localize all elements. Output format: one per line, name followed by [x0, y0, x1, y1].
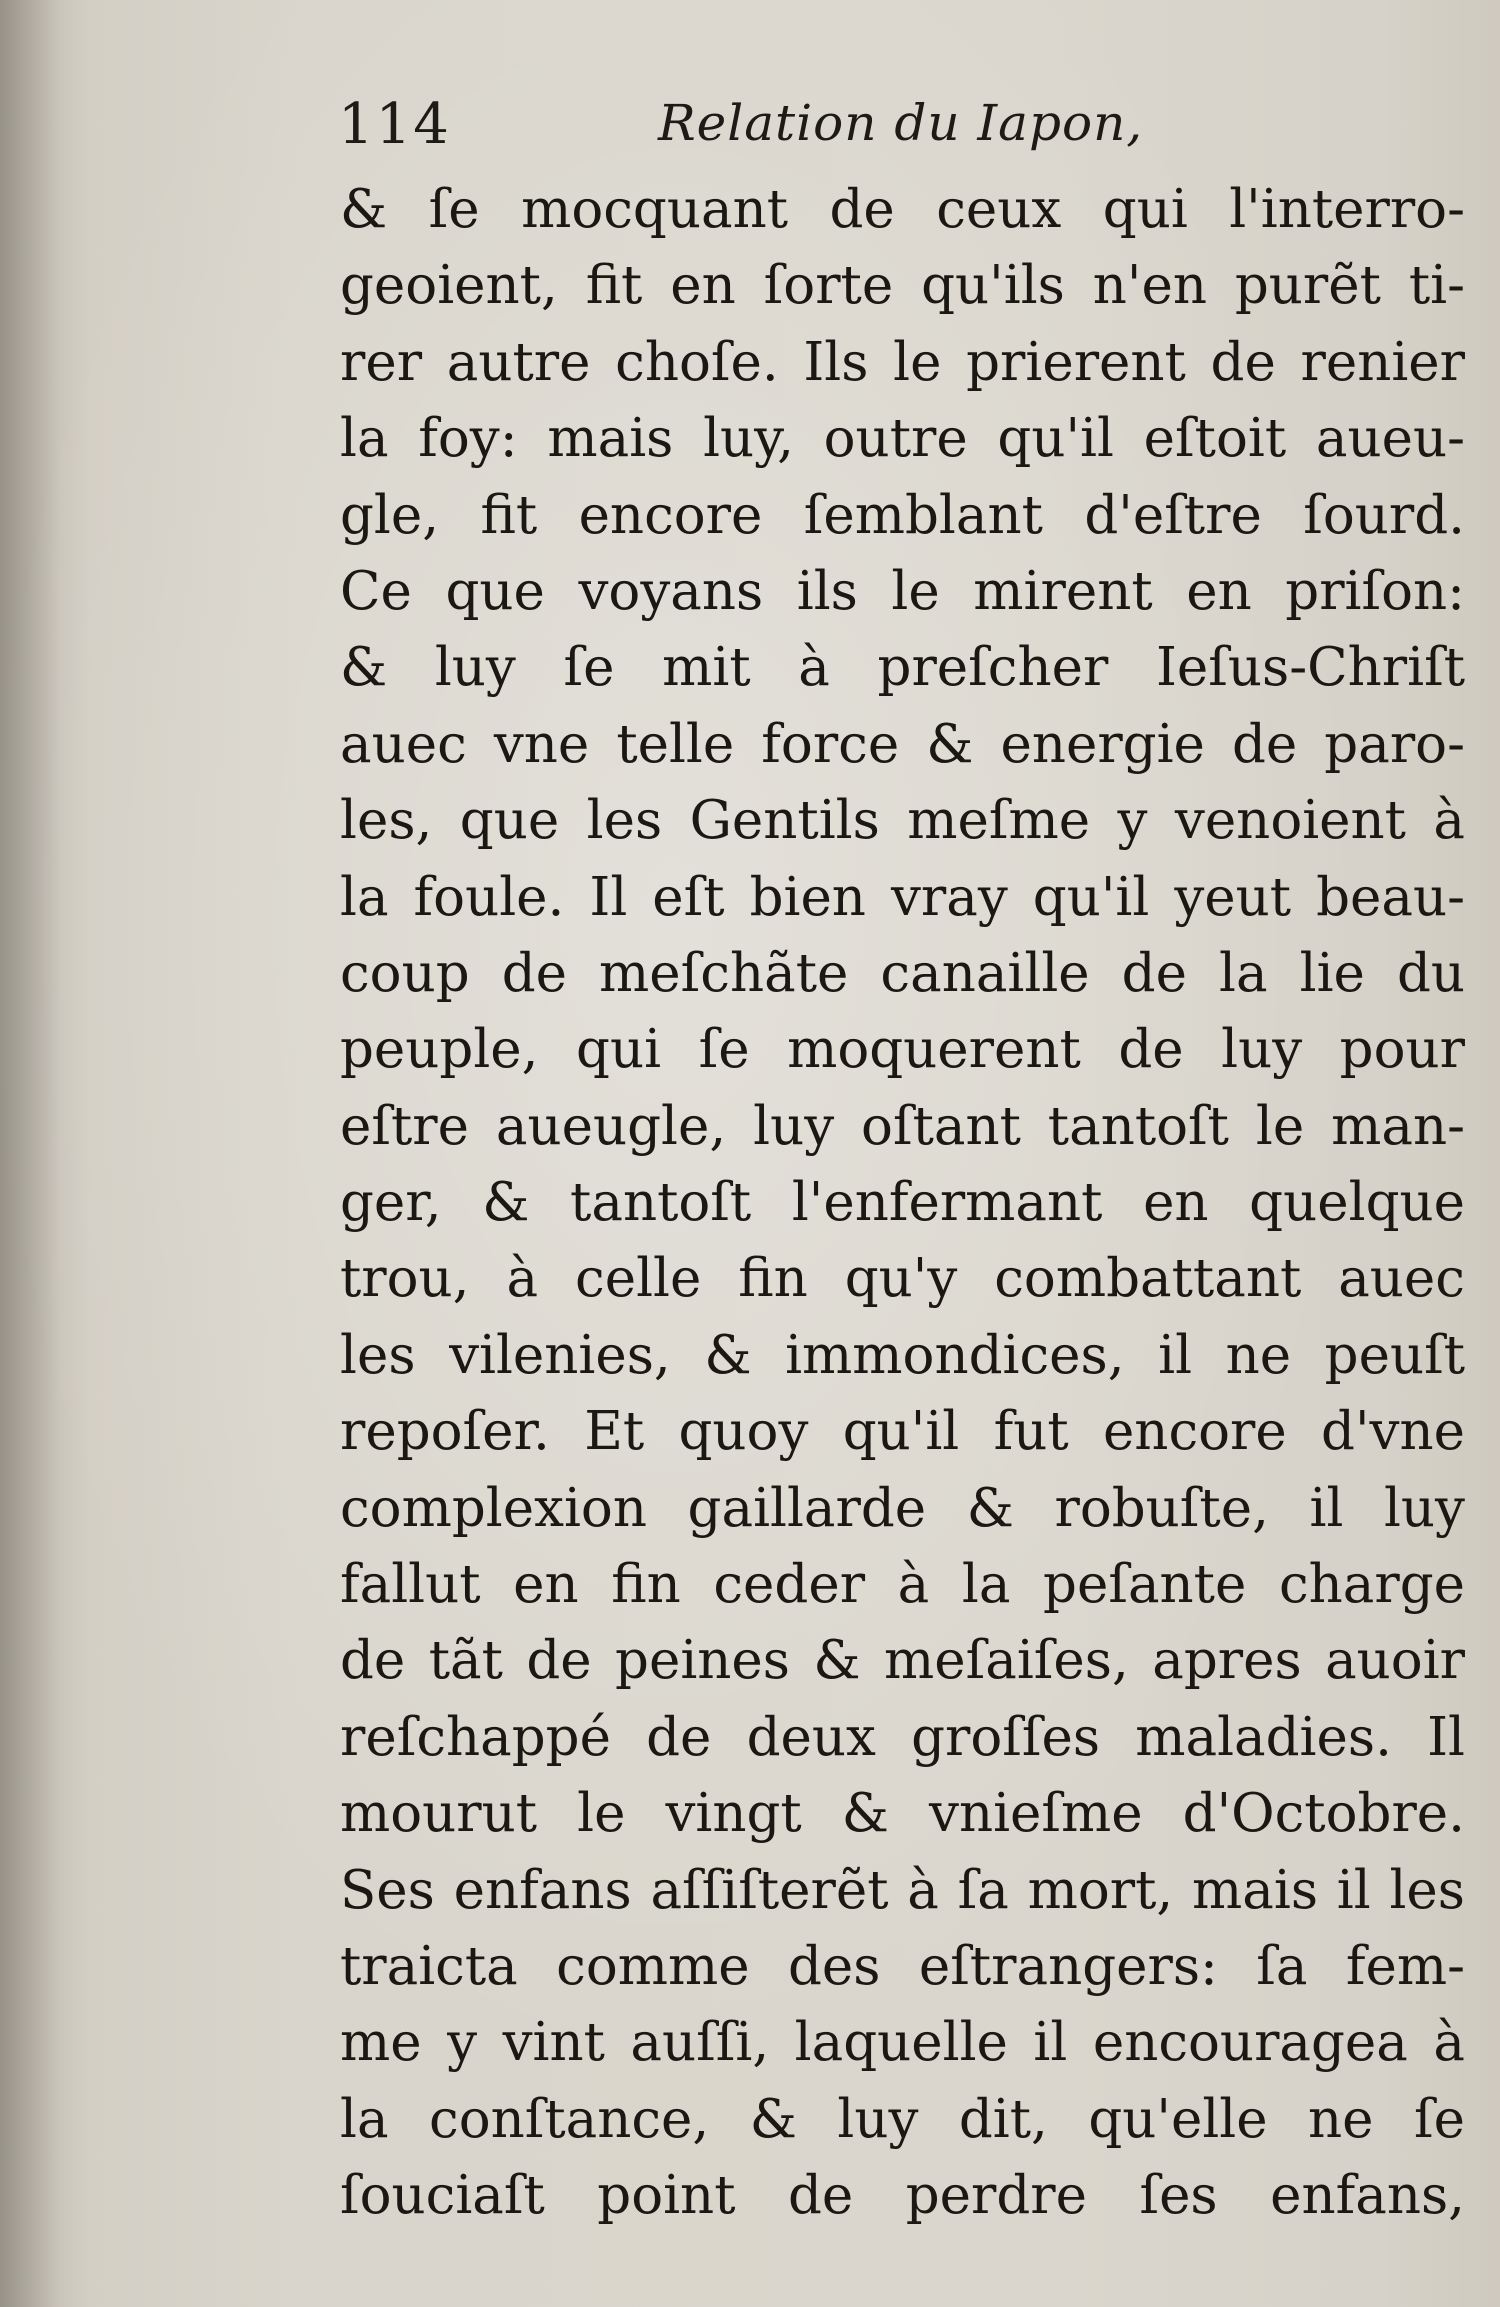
text-line: peuple, qui ſe moquerent de luy pour [340, 1019, 1465, 1081]
text-line: & luy ſe mit à preſcher Ieſus-Chriſt [340, 637, 1465, 699]
text-line: les, que les Gentils meſme y venoient à [340, 790, 1465, 852]
text-line: trou, à celle fin qu'y combattant auec [340, 1248, 1465, 1310]
text-line: coup de meſchãte canaille de la lie du [340, 942, 1465, 1004]
text-line: reſchappé de deux groſſes maladies. Il [340, 1706, 1465, 1768]
text-line: auec vne telle force & energie de paro- [340, 713, 1465, 775]
text-line: me y vint auſſi, laquelle il encouragea à [340, 2012, 1465, 2074]
text-line: ger, & tantoſt l'enfermant en quelque [340, 1172, 1465, 1234]
text-line: complexion gaillarde & robuſte, il luy [340, 1477, 1465, 1539]
text-line: la foule. Il eſt bien vray qu'il yeut beau- [340, 866, 1465, 928]
text-line: Ce que voyans ils le mirent en priſon: [340, 560, 1465, 622]
page-gutter-shadow [0, 0, 60, 2307]
page-number: 114 [338, 92, 451, 157]
text-line: & ſe mocquant de ceux qui l'interro- [340, 179, 1465, 240]
text-line: de tãt de peines & meſaiſes, apres auoir [340, 1630, 1465, 1692]
text-line: geoient, fit en ſorte qu'ils n'en purẽt ti- [340, 255, 1465, 317]
text-line: mourut le vingt & vnieſme d'Octobre. [340, 1783, 1465, 1845]
text-line: la conſtance, & luy dit, qu'elle ne ſe [340, 2088, 1465, 2150]
text-line: eſtre aueugle, luy oſtant tantoſt le man- [340, 1095, 1465, 1157]
running-head [338, 92, 1458, 172]
text-line: rer autre choſe. Ils le prierent de renier [340, 331, 1465, 393]
text-line: la foy: mais luy, outre qu'il eſtoit aueu- [340, 408, 1465, 470]
text-line: les vilenies, & immondices, il ne peuſt [340, 1324, 1465, 1386]
text-line: fallut en fin ceder à la peſante charge [340, 1554, 1465, 1616]
text-line: Ses enfans aſſiſterẽt à ſa mort, mais il les [340, 1859, 1465, 1921]
text-line: repoſer. Et quoy qu'il fut encore d'vne [340, 1401, 1465, 1463]
body-text [340, 172, 1465, 2235]
running-title: Relation du Iapon, [658, 94, 1144, 152]
text-line: gle, fit encore ſemblant d'eſtre ſourd. [340, 484, 1465, 546]
text-line: ſouciaſt point de perdre ſes enfans, [340, 2165, 1465, 2227]
text-line: traicta comme des eſtrangers: ſa fem- [340, 1935, 1465, 1997]
